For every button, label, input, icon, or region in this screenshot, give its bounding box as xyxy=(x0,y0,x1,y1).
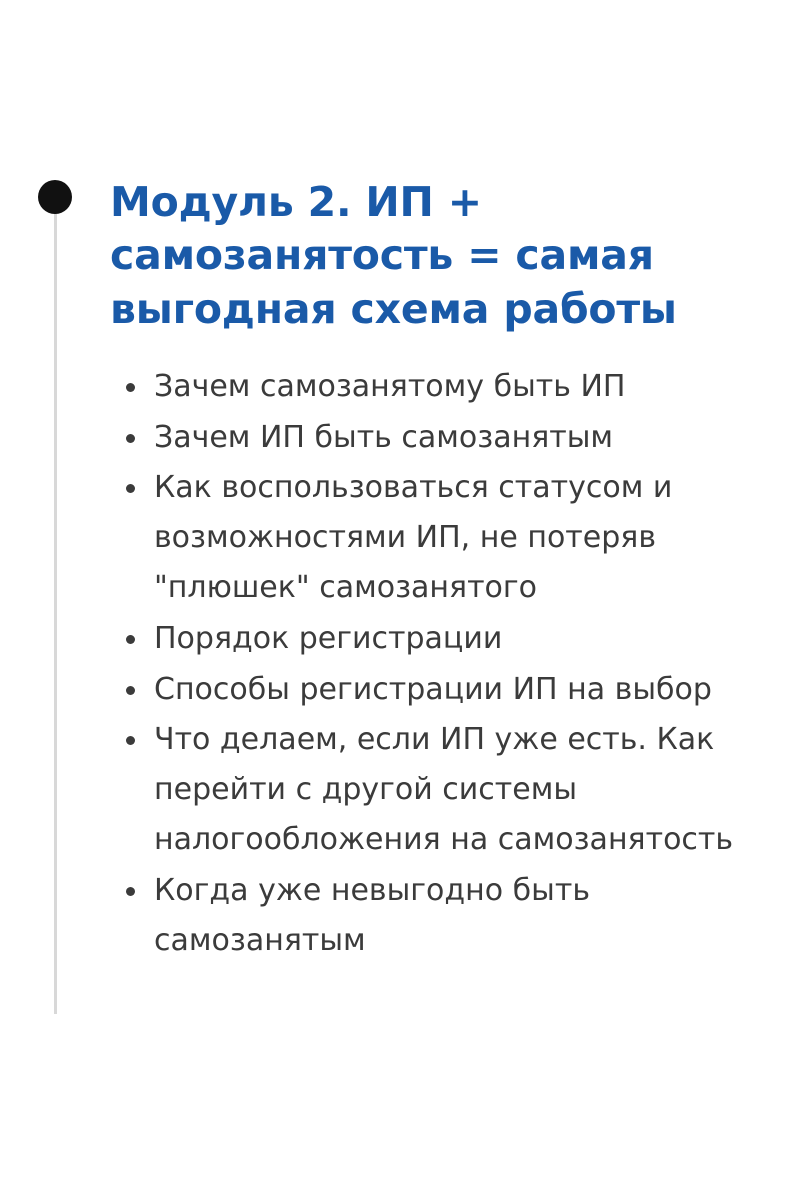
timeline-rail xyxy=(54,196,57,1014)
list-item: Зачем ИП быть самозанятым xyxy=(110,413,760,463)
page-title: Модуль 2. ИП + самозанятость = самая выгодная схема работы xyxy=(110,178,677,333)
list-item: Зачем самозанятому быть ИП xyxy=(110,362,760,412)
timeline-marker-dot xyxy=(38,180,72,214)
list-item: Способы регистрации ИП на выбор xyxy=(110,665,760,715)
slide-content xyxy=(110,176,760,966)
list-item: Что делаем, если ИП уже есть. Как перейти с другой системы налогообложения на самозанятость xyxy=(110,715,760,864)
list-item: Порядок регистрации xyxy=(110,614,760,664)
list-item: Когда уже невыгодно быть самозанятым xyxy=(110,866,760,966)
list-item: Как воспользоваться статусом и возможностями ИП, не потеряв "плюшек" самозанятого xyxy=(110,463,760,612)
module-topics-list xyxy=(110,362,760,966)
